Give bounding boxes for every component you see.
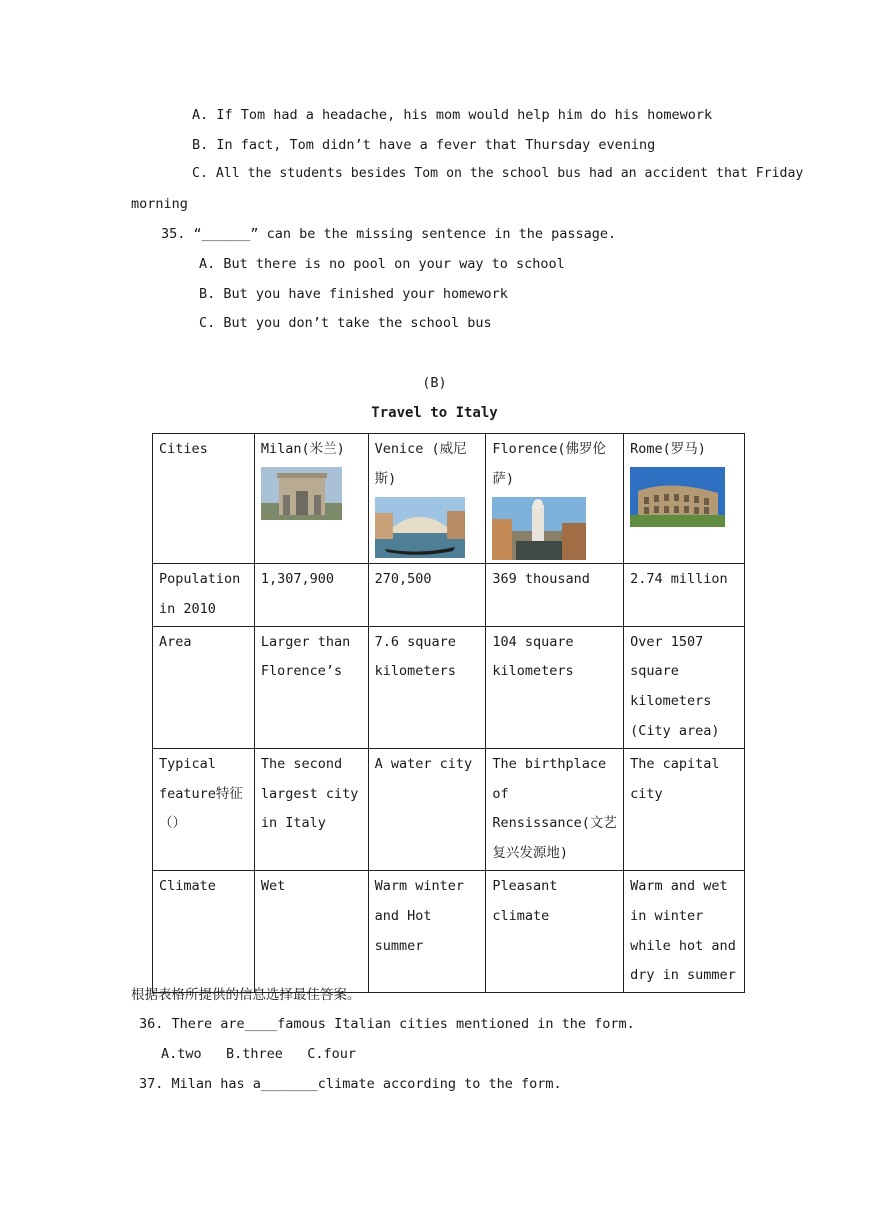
table-cell: Larger than Florence’s — [254, 626, 368, 748]
table-cell: Climate — [153, 870, 255, 992]
table-cell: 104 square kilometers — [486, 626, 624, 748]
q36-options: A.two B.three C.four — [161, 1046, 357, 1062]
instruction-text: 根据表格所提供的信息选择最佳答案。 — [131, 987, 361, 1003]
city-name: Venice (威尼斯) — [374, 441, 467, 487]
q34-option-a: A. If Tom had a headache, his mom would help him do his homework — [192, 107, 713, 123]
italy-cities-table — [152, 433, 745, 993]
q35-option-c: C. But you don’t take the school bus — [199, 315, 492, 331]
table-cell: 270,500 — [368, 564, 486, 627]
rome-colosseum-photo — [630, 467, 725, 527]
table-row — [153, 748, 745, 870]
city-name: Milan(米兰) — [260, 441, 345, 457]
q36-stem: 36. There are____famous Italian cities mentioned in the form. — [139, 1016, 635, 1032]
table-cell — [624, 434, 745, 564]
table-cell: 7.6 square kilometers — [368, 626, 486, 748]
q37-stem: 37. Milan has a_______climate according to the form. — [139, 1076, 562, 1092]
table-cell: Population in 2010 — [153, 564, 255, 627]
table-cell: 1,307,900 — [254, 564, 368, 627]
venice-photo — [375, 497, 465, 558]
table-cell: Pleasant climate — [486, 870, 624, 992]
table-cell: Over 1507 square kilometers (City area) — [624, 626, 745, 748]
table-cell — [153, 434, 255, 564]
table-cell: 2.74 million — [624, 564, 745, 627]
table-row — [153, 434, 745, 564]
table-cell: The capital city — [624, 748, 745, 870]
table-cell: Warm and wet in winter while hot and dry in summer — [624, 870, 745, 992]
city-name: Rome(罗马) — [630, 441, 706, 457]
table-cell: The birthplace of Rensissance(文艺复兴发源地) — [486, 748, 624, 870]
table-title: Travel to Italy — [371, 405, 498, 421]
milan-photo — [261, 467, 342, 520]
table-cell — [254, 434, 368, 564]
table-cell: Area — [153, 626, 255, 748]
q34-option-c: C. All the students besides Tom on the school bus had an accident that Friday — [192, 166, 804, 181]
table-cell: The second largest city in Italy — [254, 748, 368, 870]
table-cell: Typical feature特征（） — [153, 748, 255, 870]
table-cell: Warm winter and Hot summer — [368, 870, 486, 992]
table-cell: Wet — [254, 870, 368, 992]
table-cell: A water city — [368, 748, 486, 870]
table-row — [153, 564, 745, 627]
row-label: Cities — [159, 441, 208, 457]
q34-option-b: B. In fact, Tom didn’t have a fever that Thursday evening — [192, 137, 656, 153]
table-cell — [368, 434, 486, 564]
q35-option-a: A. But there is no pool on your way to school — [199, 256, 565, 272]
table-row — [153, 870, 745, 992]
q35-option-b: B. But you have finished your homework — [199, 286, 508, 302]
table-row — [153, 626, 745, 748]
table-cell — [486, 434, 624, 564]
section-label: (B) — [422, 375, 447, 391]
table-cell: 369 thousand — [486, 564, 624, 627]
city-name: Florence(佛罗伦萨) — [492, 441, 607, 487]
q34-option-c-continued: morning — [131, 196, 188, 212]
florence-photo — [492, 497, 586, 560]
q35-stem: 35. “______” can be the missing sentence in the passage. — [161, 226, 617, 242]
